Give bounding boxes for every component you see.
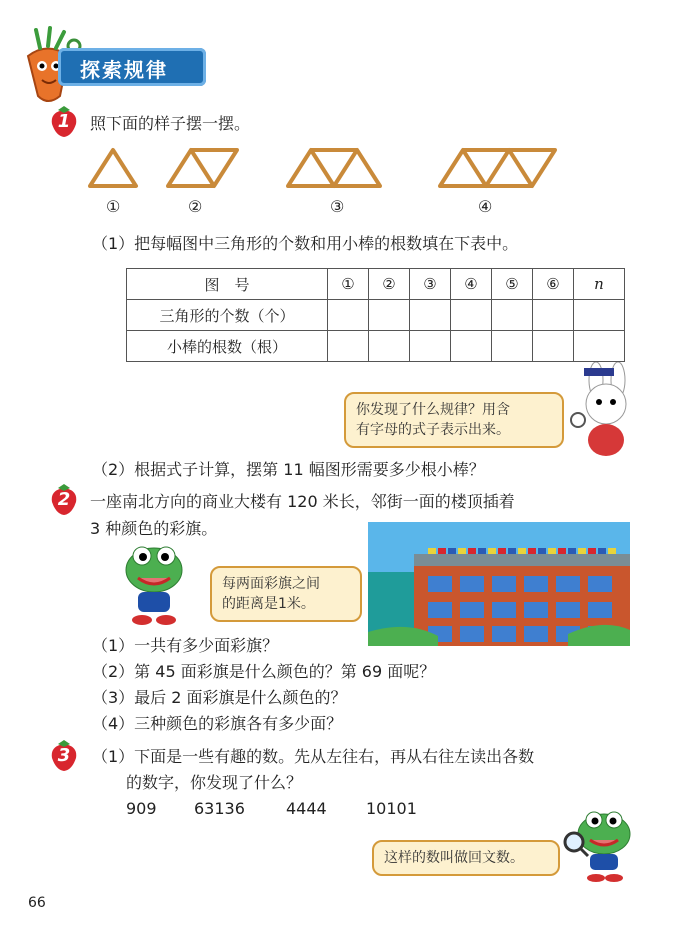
page-number: 66 bbox=[28, 895, 46, 911]
figure-1-sticks bbox=[90, 150, 136, 186]
table-header-cell: ⑥ bbox=[533, 269, 574, 300]
building-illustration bbox=[368, 522, 630, 646]
problem-3-badge bbox=[48, 738, 80, 776]
problem-2-question-2: （2）第 45 面彩旗是什么颜色的？第 69 面呢？ bbox=[92, 662, 436, 681]
figure-2-sticks bbox=[168, 150, 237, 186]
table-cell[interactable] bbox=[574, 300, 625, 331]
figure-4-sticks bbox=[440, 150, 555, 186]
problem-2-badge bbox=[48, 482, 80, 520]
hint-bubble-1 bbox=[344, 392, 564, 448]
problem-1-question-1: （1）把每幅图中三角形的个数和用小棒的根数填在下表中。 bbox=[92, 234, 519, 253]
table-header-row bbox=[127, 269, 625, 300]
table-cell[interactable] bbox=[574, 331, 625, 362]
frog-mascot-magnifier-icon bbox=[560, 806, 640, 886]
problem-2-text-line-2: 3 种颜色的彩旗。 bbox=[90, 519, 218, 538]
rabbit-mascot-icon bbox=[566, 362, 646, 458]
frog-mascot-icon bbox=[118, 540, 190, 626]
problem-2-question-3: （3）最后 2 面彩旗是什么颜色的？ bbox=[92, 688, 347, 707]
table-row-label: 三角形的个数（个） bbox=[127, 300, 328, 331]
figure-label-1: ① bbox=[106, 197, 121, 216]
table-row-label: 小棒的根数（根） bbox=[127, 331, 328, 362]
palindrome-number: 4444 bbox=[286, 799, 327, 818]
hint-bubble-3: 这样的数叫做回文数。 bbox=[372, 840, 560, 876]
problem-1-intro: 照下面的样子摆一摆。 bbox=[90, 114, 251, 133]
hint-bubble-1-line-2: 有字母的式子表示出来。 bbox=[356, 422, 510, 438]
hint-bubble-2-line-2: 的距离是1米。 bbox=[222, 596, 315, 612]
figure-label-4: ④ bbox=[478, 197, 493, 216]
figure-3-sticks bbox=[288, 150, 380, 186]
table-cell[interactable] bbox=[369, 300, 410, 331]
table-cell[interactable] bbox=[410, 331, 451, 362]
problem-3-number: 3 bbox=[57, 745, 71, 766]
problem-3-text-line-2: 的数字，你发现了什么？ bbox=[126, 773, 303, 792]
problem-2-text-line-1: 一座南北方向的商业大楼有 120 米长，邻街一面的楼顶插着 bbox=[90, 492, 515, 511]
palindrome-number: 909 bbox=[126, 799, 157, 818]
table-header-cell: n bbox=[574, 269, 625, 300]
table-header-cell: ① bbox=[328, 269, 369, 300]
problem-1-question-2: （2）根据式子计算，摆第 11 幅图形需要多少根小棒？ bbox=[92, 460, 485, 479]
table-cell[interactable] bbox=[533, 300, 574, 331]
table-cell[interactable] bbox=[451, 300, 492, 331]
problem-2-question-4: （4）三种颜色的彩旗各有多少面？ bbox=[92, 714, 343, 733]
section-banner bbox=[58, 48, 206, 86]
table-header-cell: ⑤ bbox=[492, 269, 533, 300]
palindrome-number: 10101 bbox=[366, 799, 417, 818]
hint-bubble-2 bbox=[210, 566, 362, 622]
table-header-cell: ③ bbox=[410, 269, 451, 300]
table-cell[interactable] bbox=[410, 300, 451, 331]
hint-bubble-2-line-1: 每两面彩旗之间 bbox=[222, 576, 320, 592]
table-header-cell: ② bbox=[369, 269, 410, 300]
figure-label-3: ③ bbox=[330, 197, 345, 216]
table-cell[interactable] bbox=[451, 331, 492, 362]
hint-bubble-1-line-1: 你发现了什么规律？用含 bbox=[356, 402, 510, 418]
palindrome-number: 63136 bbox=[194, 799, 245, 818]
problem-3-text-line-1: （1）下面是一些有趣的数。先从左往右，再从右往左读出各数 bbox=[92, 747, 535, 766]
table-row bbox=[127, 331, 625, 362]
table-row bbox=[127, 300, 625, 331]
problem-2-number: 2 bbox=[57, 489, 71, 510]
table-header-cell: 图 号 bbox=[127, 269, 328, 300]
data-table bbox=[126, 268, 625, 362]
problem-1-number: 1 bbox=[57, 111, 71, 132]
table-cell[interactable] bbox=[369, 331, 410, 362]
table-cell[interactable] bbox=[492, 300, 533, 331]
figure-label-2: ② bbox=[188, 197, 203, 216]
table-cell[interactable] bbox=[328, 331, 369, 362]
section-title: 探索规律 bbox=[80, 58, 168, 82]
problem-2-question-1: （1）一共有多少面彩旗？ bbox=[92, 636, 279, 655]
table-cell[interactable] bbox=[533, 331, 574, 362]
problem-1-badge bbox=[48, 104, 80, 142]
table-cell[interactable] bbox=[328, 300, 369, 331]
table-header-cell: ④ bbox=[451, 269, 492, 300]
table-cell[interactable] bbox=[492, 331, 533, 362]
